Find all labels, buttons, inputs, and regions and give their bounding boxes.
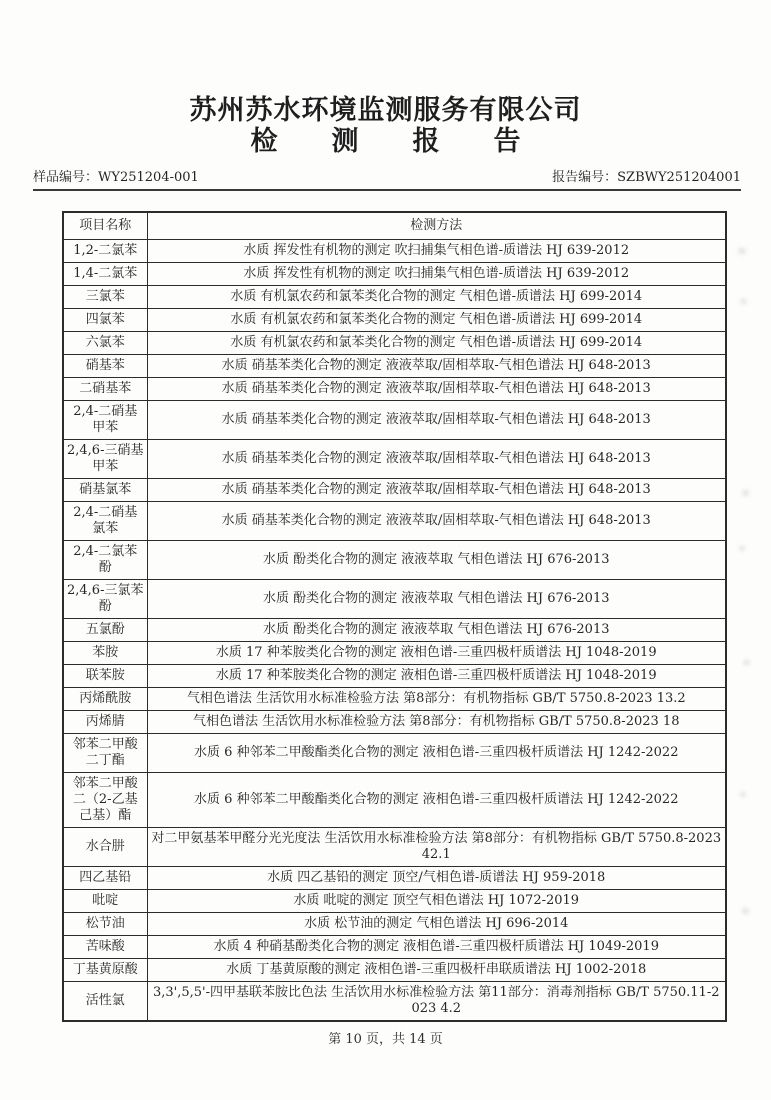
item-name-cell: 松节油 (63, 913, 147, 936)
table-row (63, 286, 726, 309)
table-row (63, 479, 726, 502)
scan-artifact (739, 546, 745, 551)
scan-artifact (743, 660, 750, 665)
method-cell: 水质 硝基苯类化合物的测定 液液萃取/固相萃取-气相色谱法 HJ 648-2013 (147, 401, 726, 440)
method-cell: 水质 挥发性有机物的测定 吹扫捕集气相色谱-质谱法 HJ 639-2012 (147, 263, 726, 286)
sample-number-label: 样品编号： (33, 170, 99, 185)
report-meta-row (33, 170, 741, 185)
table-row (63, 263, 726, 286)
sample-number-value: WY251204-001 (98, 170, 199, 185)
table-row (63, 913, 726, 936)
method-cell: 3,3',5,5'-四甲基联苯胺比色法 生活饮用水标准检验方法 第11部分：消毒剂指标 GB/T 5750.11-2023 4.2 (147, 982, 726, 1022)
table-row (63, 440, 726, 479)
item-name-cell: 吡啶 (63, 890, 147, 913)
method-cell: 水质 有机氯农药和氯苯类化合物的测定 气相色谱-质谱法 HJ 699-2014 (147, 286, 726, 309)
table-row (63, 982, 726, 1022)
column-header-item: 项目名称 (63, 212, 147, 240)
method-cell: 水质 硝基苯类化合物的测定 液液萃取/固相萃取-气相色谱法 HJ 648-2013 (147, 479, 726, 502)
method-cell: 水质 硝基苯类化合物的测定 液液萃取/固相萃取-气相色谱法 HJ 648-2013 (147, 355, 726, 378)
item-name-cell: 1,4-二氯苯 (63, 263, 147, 286)
table-row (63, 355, 726, 378)
table-row (63, 401, 726, 440)
method-cell: 水质 松节油的测定 气相色谱法 HJ 696-2014 (147, 913, 726, 936)
report-number (552, 170, 741, 185)
item-name-cell: 五氯酚 (63, 619, 147, 642)
method-cell: 水质 有机氯农药和氯苯类化合物的测定 气相色谱-质谱法 HJ 699-2014 (147, 309, 726, 332)
table-row (63, 309, 726, 332)
table-row (63, 378, 726, 401)
table-row (63, 642, 726, 665)
table-row (63, 828, 726, 867)
table-row (63, 773, 726, 828)
scan-artifact (740, 792, 746, 797)
item-name-cell: 2,4-二硝基氯苯 (63, 502, 147, 541)
table-row (63, 711, 726, 734)
item-name-cell: 邻苯二甲酸二（2-乙基己基）酯 (63, 773, 147, 828)
item-name-cell: 邻苯二甲酸二丁酯 (63, 734, 147, 773)
method-cell: 水质 6 种邻苯二甲酸酯类化合物的测定 液相色谱-三重四极杆质谱法 HJ 1242-2022 (147, 773, 726, 828)
table-row (63, 580, 726, 619)
method-cell: 水质 硝基苯类化合物的测定 液液萃取/固相萃取-气相色谱法 HJ 648-2013 (147, 502, 726, 541)
page-number: 第 10 页，共 14 页 (328, 1032, 443, 1047)
item-name-cell: 联苯胺 (63, 665, 147, 688)
test-methods-table (62, 211, 727, 1022)
table-row (63, 890, 726, 913)
item-name-cell: 二硝基苯 (63, 378, 147, 401)
method-cell: 水质 硝基苯类化合物的测定 液液萃取/固相萃取-气相色谱法 HJ 648-2013 (147, 378, 726, 401)
item-name-cell: 丙烯腈 (63, 711, 147, 734)
method-cell: 水质 吡啶的测定 顶空气相色谱法 HJ 1072-2019 (147, 890, 726, 913)
table-row (63, 502, 726, 541)
header-divider (33, 189, 741, 191)
table-row (63, 332, 726, 355)
method-cell: 气相色谱法 生活饮用水标准检验方法 第8部分：有机物指标 GB/T 5750.8-2023 18 (147, 711, 726, 734)
scan-artifact (742, 908, 749, 914)
method-cell: 水质 酚类化合物的测定 液液萃取 气相色谱法 HJ 676-2013 (147, 541, 726, 580)
item-name-cell: 四氯苯 (63, 309, 147, 332)
item-name-cell: 1,2-二氯苯 (63, 240, 147, 263)
table-row (63, 541, 726, 580)
item-name-cell: 2,4,6-三氯苯酚 (63, 580, 147, 619)
method-cell: 水质 挥发性有机物的测定 吹扫捕集气相色谱-质谱法 HJ 639-2012 (147, 240, 726, 263)
table-row (63, 688, 726, 711)
method-cell: 水质 酚类化合物的测定 液液萃取 气相色谱法 HJ 676-2013 (147, 619, 726, 642)
column-header-method: 检测方法 (147, 212, 726, 240)
method-cell: 对二甲氨基苯甲醛分光光度法 生活饮用水标准检验方法 第8部分：有机物指标 GB/T 5750.8-2023 42.1 (147, 828, 726, 867)
method-cell: 水质 酚类化合物的测定 液液萃取 气相色谱法 HJ 676-2013 (147, 580, 726, 619)
item-name-cell: 苦味酸 (63, 936, 147, 959)
item-name-cell: 2,4-二硝基甲苯 (63, 401, 147, 440)
test-methods-table-body (63, 240, 726, 1022)
item-name-cell: 硝基氯苯 (63, 479, 147, 502)
scan-artifact (742, 490, 749, 496)
item-name-cell: 四乙基铅 (63, 867, 147, 890)
table-row (63, 936, 726, 959)
company-name: 苏州苏水环境监测服务有限公司 (189, 95, 582, 126)
report-number-label: 报告编号： (552, 170, 618, 185)
item-name-cell: 硝基苯 (63, 355, 147, 378)
method-cell: 水质 丁基黄原酸的测定 液相色谱-三重四极杆串联质谱法 HJ 1002-2018 (147, 959, 726, 982)
item-name-cell: 活性氯 (63, 982, 147, 1022)
report-title: 检 测 报 告 (250, 126, 521, 157)
method-cell: 水质 17 种苯胺类化合物的测定 液相色谱-三重四极杆质谱法 HJ 1048-2019 (147, 665, 726, 688)
table-row (63, 665, 726, 688)
table-row (63, 619, 726, 642)
sample-number (33, 170, 199, 185)
table-row (63, 867, 726, 890)
item-name-cell: 丙烯酰胺 (63, 688, 147, 711)
method-cell: 水质 四乙基铅的测定 顶空/气相色谱-质谱法 HJ 959-2018 (147, 867, 726, 890)
method-cell: 水质 硝基苯类化合物的测定 液液萃取/固相萃取-气相色谱法 HJ 648-2013 (147, 440, 726, 479)
scan-artifact (740, 299, 747, 304)
scan-artifact (738, 248, 746, 254)
item-name-cell: 2,4-二氯苯酚 (63, 541, 147, 580)
table-row (63, 734, 726, 773)
method-cell: 水质 17 种苯胺类化合物的测定 液相色谱-三重四极杆质谱法 HJ 1048-2019 (147, 642, 726, 665)
table-header-row (63, 212, 726, 240)
method-cell: 水质 6 种邻苯二甲酸酯类化合物的测定 液相色谱-三重四极杆质谱法 HJ 1242-2022 (147, 734, 726, 773)
item-name-cell: 六氯苯 (63, 332, 147, 355)
method-cell: 水质 4 种硝基酚类化合物的测定 液相色谱-三重四极杆质谱法 HJ 1049-2019 (147, 936, 726, 959)
item-name-cell: 水合肼 (63, 828, 147, 867)
method-cell: 水质 有机氯农药和氯苯类化合物的测定 气相色谱-质谱法 HJ 699-2014 (147, 332, 726, 355)
report-number-value: SZBWY251204001 (617, 170, 741, 185)
item-name-cell: 丁基黄原酸 (63, 959, 147, 982)
item-name-cell: 2,4,6-三硝基甲苯 (63, 440, 147, 479)
method-cell: 气相色谱法 生活饮用水标准检验方法 第8部分：有机物指标 GB/T 5750.8-2023 13.2 (147, 688, 726, 711)
table-row (63, 240, 726, 263)
table-row (63, 959, 726, 982)
item-name-cell: 三氯苯 (63, 286, 147, 309)
item-name-cell: 苯胺 (63, 642, 147, 665)
